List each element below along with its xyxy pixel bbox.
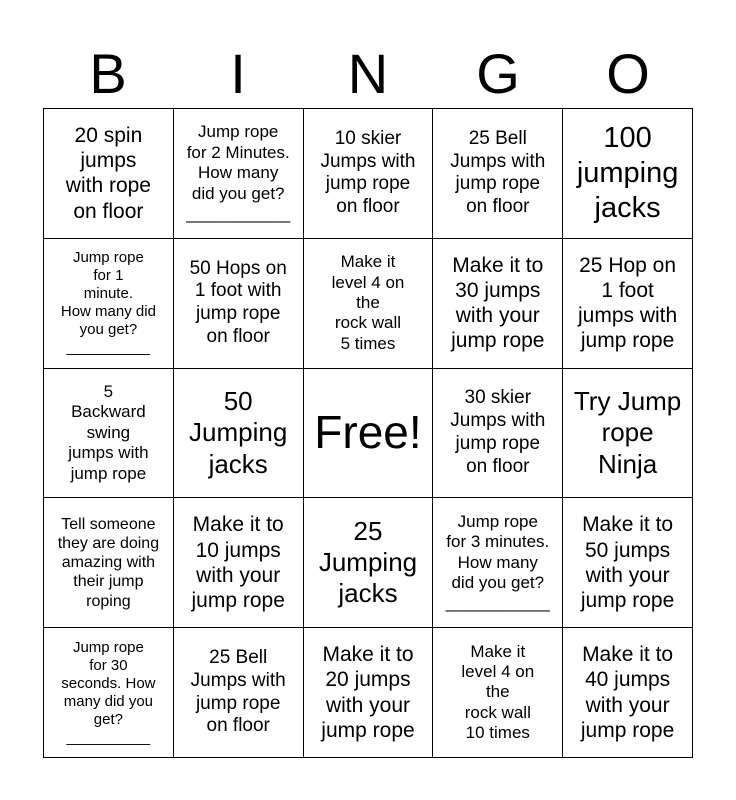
bingo-cell-r2-c2 bbox=[174, 239, 304, 369]
bingo-cell-r4-c3 bbox=[304, 498, 434, 628]
cell-text: Make it level 4 on the rock wall 10 times bbox=[461, 641, 535, 743]
cell-text: Jump rope for 2 Minutes. How many did you get? ___________ bbox=[186, 122, 291, 223]
bingo-cell-r3-c3 bbox=[304, 369, 434, 499]
bingo-cell-r1-c1 bbox=[44, 109, 174, 239]
header-letter-n: N bbox=[347, 42, 389, 105]
bingo-cell-r4-c4 bbox=[433, 498, 563, 628]
bingo-cell-r1-c3 bbox=[304, 109, 434, 239]
cell-text: Try Jump rope Ninja bbox=[573, 386, 682, 479]
bingo-cell-r3-c1 bbox=[44, 369, 174, 499]
cell-text: 20 spin jumps with rope on floor bbox=[65, 124, 151, 223]
bingo-cell-r1-c4 bbox=[433, 109, 563, 239]
bingo-cell-r1-c5 bbox=[563, 109, 693, 239]
bingo-cell-r2-c4 bbox=[433, 239, 563, 369]
cell-text: Jump rope for 1 minute. How many did you get? __________ bbox=[60, 249, 156, 357]
cell-text: Make it to 10 jumps with your jump rope bbox=[191, 513, 285, 612]
cell-text: 10 skier Jumps with jump rope on floor bbox=[320, 127, 416, 218]
cell-text: Jump rope for 3 minutes. How many did you get? ___________ bbox=[445, 511, 550, 613]
cell-text: Make it to 30 jumps with your jump rope bbox=[451, 253, 545, 353]
bingo-cell-r4-c2 bbox=[174, 498, 304, 628]
bingo-cell-r4-c1 bbox=[44, 498, 174, 628]
header-letter-i: I bbox=[230, 42, 246, 105]
bingo-cell-r3-c4 bbox=[433, 369, 563, 499]
cell-text: 50 Jumping jacks bbox=[189, 386, 288, 479]
cell-text: 100 jumping jacks bbox=[576, 122, 679, 224]
cell-text: Make it to 50 jumps with your jump rope bbox=[580, 513, 675, 612]
cell-text: 25 Hop on 1 foot jumps with jump rope bbox=[577, 253, 678, 353]
bingo-cell-r1-c2 bbox=[174, 109, 304, 239]
header-letter-o: O bbox=[606, 42, 650, 105]
header-letter-b: B bbox=[89, 42, 127, 105]
cell-text: 25 Jumping jacks bbox=[318, 516, 418, 609]
bingo-cell-r2-c5 bbox=[563, 239, 693, 369]
free-space: Free! bbox=[314, 406, 422, 459]
bingo-cell-r2-c1 bbox=[44, 239, 174, 369]
cell-text: Make it to 40 jumps with your jump rope bbox=[580, 643, 675, 742]
cell-text: 5 Backward swing jumps with jump rope bbox=[68, 382, 149, 483]
cell-text: 25 Bell Jumps with jump rope on floor bbox=[450, 127, 546, 218]
bingo-cell-r5-c4 bbox=[433, 628, 563, 758]
bingo-cell-r4-c5 bbox=[563, 498, 693, 628]
bingo-cell-r3-c2 bbox=[174, 369, 304, 499]
bingo-header bbox=[43, 40, 693, 108]
bingo-cell-r3-c5 bbox=[563, 369, 693, 499]
cell-text: Make it level 4 on the rock wall 5 times bbox=[331, 252, 405, 353]
cell-text: Jump rope for 30 seconds. How many did you get? __________ bbox=[61, 638, 156, 746]
bingo-cell-r5-c1 bbox=[44, 628, 174, 758]
cell-text: Tell someone they are doing amazing with their jump roping bbox=[57, 515, 160, 610]
bingo-cell-r5-c3 bbox=[304, 628, 434, 758]
cell-text: Make it to 20 jumps with your jump rope bbox=[321, 643, 415, 742]
bingo-cell-r2-c3 bbox=[304, 239, 434, 369]
bingo-cell-r5-c5 bbox=[563, 628, 693, 758]
header-letter-g: G bbox=[476, 42, 520, 105]
cell-text: 30 skier Jumps with jump rope on floor bbox=[450, 387, 546, 477]
cell-text: 25 Bell Jumps with jump rope on floor bbox=[190, 647, 286, 737]
cell-text: 50 Hops on 1 foot with jump rope on floor bbox=[189, 257, 287, 347]
bingo-grid bbox=[43, 108, 693, 758]
bingo-cell-r5-c2 bbox=[174, 628, 304, 758]
